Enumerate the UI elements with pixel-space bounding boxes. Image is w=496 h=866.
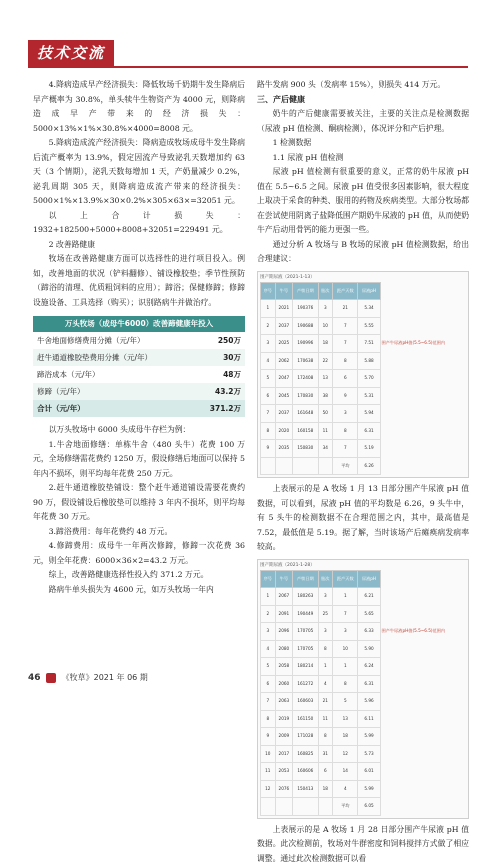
table-cell: 7 [333,440,358,458]
table-cell: 8 [333,422,358,440]
table-row [261,745,466,763]
table-cell: 18 [318,780,333,798]
table-cell: 2 [261,605,276,623]
paragraph: 上表展示的是 A 牧场 1 月 13 日部分围产牛尿液 pH 值数据，可以看到，尿液 pH 值的平均数是 6.26，9 头牛中，有 5 头牛的检测数据不在合理范围之内，其中，最高值是 7.52，最低值是 5.19。据了解，当时该场产后瘫痪病发病率较高。 [257,482,469,555]
table-cell: 平均 [333,798,358,816]
table-cell: 2025 [275,335,293,353]
table-cell: 5.99 [358,780,380,798]
table-cell: 2047 [275,370,293,388]
table-row [261,335,466,353]
table-cell: 8 [318,728,333,746]
table-cell: 7 [333,605,358,623]
table-cell: 3 [261,623,276,641]
table-cell: 3 [261,335,276,353]
table-cell: 10 [261,745,276,763]
table-cell: 7 [261,405,276,423]
table-cell: 3 [333,623,358,641]
table-cell: 13 [333,710,358,728]
data-table [260,282,466,476]
journal-name: 《牧草》2021 年 06 期 [62,673,148,682]
table-row [261,422,466,440]
table-cell: 38 [318,387,333,405]
table-cell: 190996 [293,335,318,353]
table-cell [275,798,293,816]
ph-table-jan13 [257,271,469,479]
table-cell: 160158 [293,422,318,440]
table-cell [318,798,333,816]
table-row [261,693,466,711]
table-note: 围产牛尿液pH值(5.5~6.5)范围内 [380,335,465,353]
table-cell: 6 [333,370,358,388]
paragraph: 4.修蹄费用：成母牛一年两次修蹄，修蹄一次花费 36 元，则全年花费：6000×36×2=43.2 万元。 [33,539,245,568]
table-cell: 6.31 [358,675,380,693]
table-cell: 18 [318,335,333,353]
table-cell: 9 [261,440,276,458]
table-title: 围产期尿液（2021-1-28） [260,562,466,570]
table-cell: 180263 [293,588,318,606]
table-cell: 6.21 [358,588,380,606]
table-cell: 5 [261,370,276,388]
data-table [260,570,466,816]
page-footer [28,672,148,683]
paragraph: 以万头牧场中 6000 头成母牛存栏为例： [33,423,245,438]
table-cell [293,457,318,475]
investment-row: 赶牛通道橡胶垫费用分摊（元/年） 30万 [33,349,245,366]
table-row [261,728,466,746]
table-cell: 4 [261,352,276,370]
table-row [261,658,466,676]
table-cell: 5 [261,658,276,676]
table-cell: 7 [333,335,358,353]
subsection-heading: 1 检测数据 [257,136,469,151]
table-cell: 2067 [275,588,293,606]
table-cell: 190688 [293,317,318,335]
paragraph: 通过分析 A 牧场与 B 牧场的尿液 pH 值检测数据，给出合理建议： [257,238,469,267]
table-row [261,370,466,388]
table-cell [293,798,318,816]
table-cell: 161150 [293,710,318,728]
table-cell: 160825 [293,745,318,763]
table-cell: 11 [261,763,276,781]
subsection-heading: 1.1 尿液 pH 值检测 [257,151,469,166]
table-cell: 2080 [275,640,293,658]
table-cell: 3 [318,300,333,318]
table-cell: 5.70 [358,370,380,388]
table-cell: 160606 [293,763,318,781]
table-cell: 2060 [275,675,293,693]
table-cell: 18 [333,728,358,746]
table-header-cell: 距产天数 [333,282,358,300]
table-cell: 8 [318,640,333,658]
table-cell: 5.96 [358,693,380,711]
table-cell: 2021 [275,300,293,318]
investment-table-title: 万头牧场（成母牛6000）改善蹄健康年投入 [33,316,245,332]
table-cell: 150830 [293,440,318,458]
table-cell [318,457,333,475]
table-cell: 2053 [275,763,293,781]
table-cell: 172408 [293,370,318,388]
table-row [261,640,466,658]
table-cell: 平均 [333,457,358,475]
table-cell: 12 [261,780,276,798]
table-cell: 12 [333,745,358,763]
table-cell: 6.24 [358,658,380,676]
table-row [261,440,466,458]
table-cell: 6 [261,675,276,693]
table-cell [261,457,276,475]
paragraph: 1.牛舍地面修缮：单栋牛舍（480 头牛）花费 100 万元，全场修缮需花费约 1250 万，假设修缮后地面可以保持 5 年内不损坏，则平均每年花费 250 万元。 [33,438,245,482]
table-cell: 11 [318,422,333,440]
paragraph: 综上，改善路健康选择性投入约 371.2 万元。 [33,568,245,583]
table-cell: 6.31 [358,422,380,440]
table-cell: 3 [318,623,333,641]
page-number: 46 [28,673,41,683]
table-cell: 4 [333,780,358,798]
table-row [261,675,466,693]
table-title: 围产期尿液（2021-1-13） [260,274,466,282]
table-cell: 5.55 [358,317,380,335]
paragraph: 5.降病造成流产经济损失：降病造成牧场成母牛发生降病后流产概率为 13.9%，假定因流产导致泌乳天数增加约 63 天（3 个情期），泌乳天数每增加 1 天，产奶量减少 0.2%，泌乳周期 305 天，则降病造成流产带来的经济损失：5000×1%×13.9%×30×0.2%×305×63×=32051 元。 [33,136,245,209]
table-cell: 150413 [293,780,318,798]
table-cell [275,457,293,475]
journal-logo-icon [46,673,56,683]
table-header-cell: 牛号 [275,282,293,300]
table-cell: 161272 [293,675,318,693]
table-cell: 190376 [293,300,318,318]
table-cell: 14 [333,763,358,781]
investment-row: 牛舍地面修缮费用分摊（元/年） 250万 [33,332,245,349]
table-cell: 8 [333,352,358,370]
table-header-cell: 序号 [261,282,276,300]
table-cell: 1 [333,588,358,606]
table-cell: 2019 [275,710,293,728]
investment-total-row: 合计（元/年） 371.2万 [33,400,245,417]
table-row [261,352,466,370]
table-cell: 171028 [293,728,318,746]
paragraph: 牧场在改善路健康方面可以选择性的进行项目投入。例如，改善地面的状况（铲料翻修）、铺设橡胶垫；季节性预防（蹄浴的清理、优质粗饲料的应用）；蹄浴；保健修蹄；修蹄设施设备、工具选择（购买）；识别路病牛并做治疗。 [33,252,245,310]
table-cell: 161648 [293,405,318,423]
paragraph: 3.蹄浴费用：每年花费约 48 万元。 [33,525,245,540]
table-cell: 11 [318,710,333,728]
paragraph: 奶牛的产后健康需要被关注，主要的关注点是检测数据（尿液 pH 值检测、酮病检测），体况评分和产后护理。 [257,107,469,136]
table-cell: 170705 [293,623,318,641]
table-cell: 9 [333,387,358,405]
table-row [261,605,466,623]
table-cell: 5.90 [358,640,380,658]
table-cell: 7 [261,693,276,711]
paragraph: 4.降病造成早产经济损失：降低牧场千奶期牛发生降病后早产概率为 30.8%，单头犊牛生物资产为 4000 元，则降病造成早产带来的经济损失：5000×13%×1%×30.8%×4000=8008 元。 [33,78,245,136]
table-cell: 2045 [275,387,293,405]
table-cell: 160603 [293,693,318,711]
investment-table [33,316,245,417]
table-cell: 5.99 [358,728,380,746]
table-cell: 2 [261,317,276,335]
table-row [261,300,466,318]
left-column [33,78,245,597]
table-cell [261,798,276,816]
header-divider [28,66,468,68]
table-row [261,387,466,405]
table-cell: 4 [261,640,276,658]
table-cell: 2017 [275,745,293,763]
table-cell: 180214 [293,658,318,676]
table-cell: 5 [333,693,358,711]
table-average-row [261,457,466,475]
table-cell: 2063 [275,693,293,711]
table-average-row [261,798,466,816]
table-cell: 5.88 [358,352,380,370]
table-header-cell: 胎次 [318,282,333,300]
table-cell: 1 [318,658,333,676]
table-cell: 2020 [275,422,293,440]
table-cell: 2091 [275,605,293,623]
paragraph: 路牛发病 900 头（发病率 15%），则损失 414 万元。 [257,78,469,93]
table-cell: 21 [318,693,333,711]
table-cell: 5.94 [358,405,380,423]
table-row [261,710,466,728]
table-header-cell: 尿液pH [358,282,380,300]
table-cell: 2037 [275,317,293,335]
table-cell: 7 [333,317,358,335]
table-row [261,405,466,423]
table-cell: 170705 [293,640,318,658]
table-row [261,317,466,335]
table-cell: 9 [261,728,276,746]
table-row [261,780,466,798]
table-cell: 5.73 [358,745,380,763]
table-cell: 1 [261,588,276,606]
table-header-cell: 序号 [261,570,276,588]
table-cell: 6.26 [358,457,380,475]
section-heading: 三、产后健康 [257,93,469,108]
table-row [261,588,466,606]
table-cell: 190449 [293,605,318,623]
table-cell: 2076 [275,780,293,798]
table-cell: 6 [261,387,276,405]
table-header-cell: 尿液pH [358,570,380,588]
table-cell: 5.19 [358,440,380,458]
ph-table-jan28 [257,559,469,819]
table-cell: 170830 [293,387,318,405]
table-header-cell: 牛号 [275,570,293,588]
table-cell: 25 [318,605,333,623]
section-header-label: 技术交流 [28,40,114,66]
right-column [257,78,469,866]
table-cell: 5.34 [358,300,380,318]
table-cell: 21 [333,300,358,318]
table-cell: 6.01 [358,763,380,781]
table-cell: 10 [318,317,333,335]
table-cell: 2035 [275,440,293,458]
table-cell: 170638 [293,352,318,370]
paragraph: 以上合计损失：1932+182500+5000+8008+32051=229491 元。 [33,209,245,238]
table-cell: 22 [318,352,333,370]
table-cell: 34 [318,440,333,458]
table-cell: 10 [333,640,358,658]
table-cell: 8 [333,675,358,693]
table-cell: 5.31 [358,387,380,405]
table-cell: 31 [318,745,333,763]
table-cell: 2058 [275,658,293,676]
table-cell: 6 [318,763,333,781]
table-note: 围产牛尿液pH值(5.5~6.5)范围内 [380,623,465,641]
table-cell: 7.51 [358,335,380,353]
table-cell: 2062 [275,352,293,370]
table-row [261,623,466,641]
investment-row: 蹄浴成本（元/年） 48万 [33,366,245,383]
table-cell: 5.65 [358,605,380,623]
table-cell: 3 [318,588,333,606]
table-cell: 50 [318,405,333,423]
table-cell: 1 [333,658,358,676]
table-cell: 8 [261,710,276,728]
subsection-heading: 2 改善路健康 [33,238,245,253]
table-header-cell: 产犊日期 [293,570,318,588]
table-cell: 2096 [275,623,293,641]
table-row [261,763,466,781]
paragraph: 路病牛单头损失为 4600 元，如万头牧场一年内 [33,583,245,598]
investment-row: 修蹄（元/年） 43.2万 [33,383,245,400]
table-cell: 13 [318,370,333,388]
table-cell: 8 [261,422,276,440]
paragraph: 尿液 pH 值检测有很重要的意义，正常的奶牛尿液 pH 值在 5.5~6.5 之间。尿液 pH 值受很多因素影响，很大程度上取决于采食的种类、服用的药物及疾病类型。大部分牧场都在尝试使用阴离子盐降低围产期奶牛尿液的 pH 值，从而使奶牛产后动用骨钙的能力更强一些。 [257,165,469,238]
table-header-cell: 胎次 [318,570,333,588]
paragraph: 2.赶牛通道橡胶垫铺设：整个赶牛通道铺设需要花费约 90 万，假设铺设后橡胶垫可以维持 3 年内不损坏，则平均每年花费 30 万元。 [33,481,245,525]
table-cell: 2009 [275,728,293,746]
table-cell: 2037 [275,405,293,423]
table-header-cell: 距产天数 [333,570,358,588]
paragraph: 上表展示的是 A 牧场 1 月 28 日部分围产牛尿液 pH 值数据。此次检测前，牧场对牛群密度和饲料搅拌方式做了相应调整。通过此次检测数据可以看 [257,823,469,866]
table-cell: 6.33 [358,623,380,641]
table-header-cell: 产犊日期 [293,282,318,300]
table-cell: 6.05 [358,798,380,816]
table-cell: 6.11 [358,710,380,728]
table-cell: 1 [261,300,276,318]
table-cell: 3 [333,405,358,423]
table-cell: 4 [318,675,333,693]
